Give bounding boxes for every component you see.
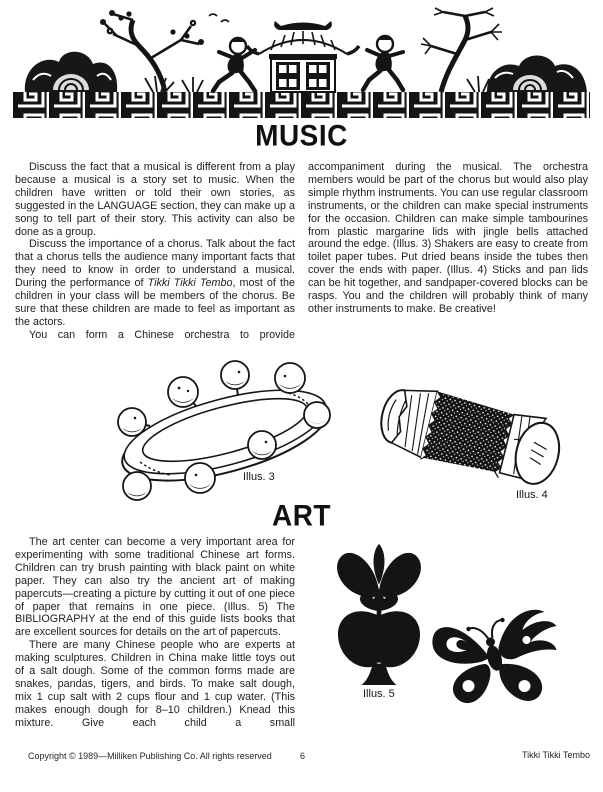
shaker-illustration <box>366 378 571 490</box>
book-title-italic: Tikki Tikki Tembo <box>147 277 233 290</box>
paragraph-text: The art center can become a very important area for experimenting with some traditional Chinese art forms. Children can try brush painting with black paint on white paper. They can also try the ancient art of making papercuts—creating a picture by cutting it out of one piece of paper that remains in one piece. (Illus. 5) The BIBLIOGRAPHY at the end of this guide lists books that are excellent sources for details on the art of papercuts. <box>15 536 295 639</box>
paragraph-text: There are many Chinese people who are experts at making sculptures. Children in China make little toys out of a salt dough. Some of the common forms made are snakes, pandas, tigers, and birds. To make salt dough, mix 1 cup salt with 2 cups flour and 1 cup water. (This makes enough dough for 8–10 children.) Knead this mixture. Give each child a small <box>15 639 295 729</box>
tambourine-svg <box>80 360 346 502</box>
papercut-butterfly-illustration <box>428 596 564 714</box>
paragraph <box>15 329 295 342</box>
page-number: 6 <box>300 751 306 761</box>
music-heading: MUSIC <box>255 119 348 152</box>
birds <box>209 14 229 22</box>
paragraph-text: You can form a Chinese orchestra to provide <box>29 328 295 341</box>
paragraph <box>15 238 295 328</box>
left-rocks <box>25 52 117 92</box>
music-right-column <box>308 161 588 342</box>
shaker-svg <box>366 378 571 490</box>
copyright-line: Copyright © 1989—Milliken Publishing Co. All rights reserved <box>28 751 272 761</box>
papercut-flower-illustration <box>332 540 426 686</box>
paragraph-text: Discuss the importance of a chorus. Talk about the fact that a chorus tells the audience many important facts that they need to know in order to understand a musical. During the performance of <box>15 238 295 290</box>
art-left-column <box>15 536 295 730</box>
paragraph <box>15 161 295 238</box>
book-title-footer: Tikki Tikki Tembo <box>521 750 590 760</box>
music-left-column <box>15 161 295 342</box>
illus3-label: Illus. 3 <box>243 471 275 483</box>
illus5-label: Illus. 5 <box>363 688 395 700</box>
paragraph-text: Discuss the fact that a musical is different from a play because a musical is a story set to music. When the children have written or told their own stories, as suggested in the LANGUAGE section, they can make up a song to tell part of their story. This activity can also be done as a group. <box>15 161 295 238</box>
right-rocks <box>487 56 587 93</box>
paragraph-text: accompaniment during the musical. The orchestra members would be part of the chorus but would also play simple rhythm instruments. You can use regular classroom instruments, or the children can make special instruments for the occasion. Children can make simple tambourines from plastic margarine lids with jingle bells attached around the edge. (Illus. 3) Shakers are easy to create from toilet paper tubes. Put dried beans inside the tubes then cover the ends with paper. (Illus. 4) Sticks and pan lids can be hit together, and sandpaper-covered blocks can be rasps. You and the children will probably think of many other instruments to make. Be creative! <box>308 161 588 315</box>
border-art-svg <box>13 6 590 118</box>
music-columns <box>15 161 589 342</box>
art-heading: ART <box>271 499 332 532</box>
papercut-butterfly-svg <box>428 596 564 714</box>
chinese-border-illustration <box>13 6 590 118</box>
tambourine-illustration <box>80 360 346 502</box>
pagoda <box>247 21 359 92</box>
paragraph-text: , most of the children in your class will be members of the chorus. Be sure that these children are made to feel as important as the actors. <box>15 277 295 328</box>
papercut-flower-svg <box>332 540 426 686</box>
running-child-right <box>363 36 403 90</box>
paragraph <box>15 639 295 729</box>
paragraph <box>15 536 295 639</box>
illus4-label: Illus. 4 <box>516 489 548 501</box>
paragraph <box>308 161 588 316</box>
meander-strip <box>13 92 590 118</box>
